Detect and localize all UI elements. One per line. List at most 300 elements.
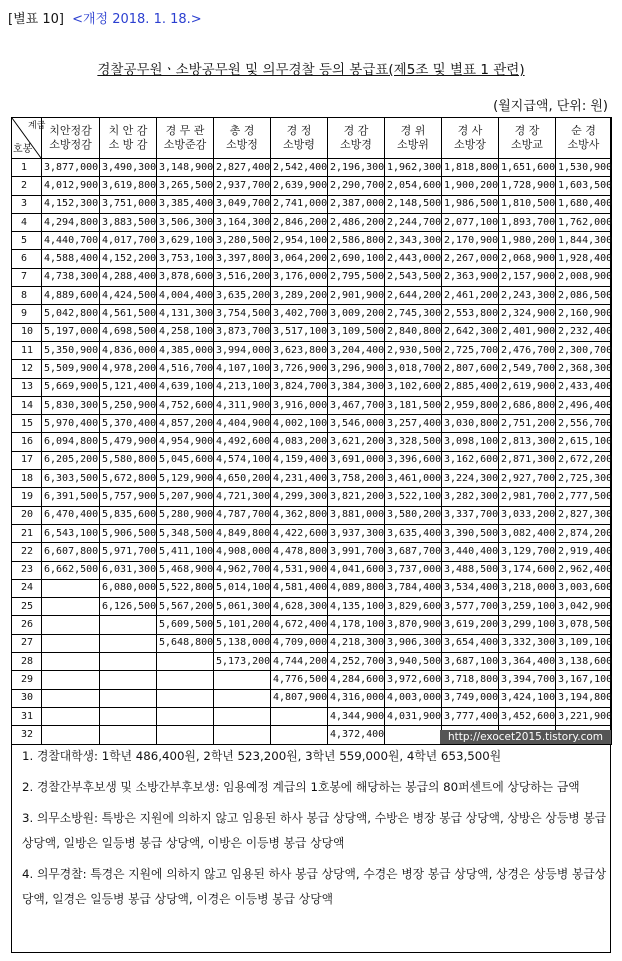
salary-cell: 4,284,600 — [328, 671, 385, 689]
salary-cell: 2,077,100 — [442, 213, 499, 231]
salary-cell: 3,619,800 — [100, 177, 157, 195]
salary-cell: 1,651,600 — [499, 159, 556, 177]
salary-cell: 1,900,200 — [442, 177, 499, 195]
salary-cell: 1,844,300 — [556, 232, 612, 250]
salary-cell: 3,384,300 — [328, 378, 385, 396]
salary-cell: 3,452,600 — [499, 707, 556, 725]
salary-cell: 4,316,000 — [328, 689, 385, 707]
salary-cell: 4,031,900 — [385, 707, 442, 725]
salary-cell: 3,424,100 — [499, 689, 556, 707]
salary-cell: 3,364,400 — [499, 653, 556, 671]
salary-cell: 6,391,500 — [42, 488, 100, 506]
salary-cell: 1,818,800 — [442, 159, 499, 177]
fire-rank-label: 소방정 — [226, 138, 258, 151]
salary-cell: 4,857,200 — [157, 415, 214, 433]
salary-cell: 4,362,800 — [271, 506, 328, 524]
step-cell: 2 — [12, 177, 42, 195]
header-row — [12, 118, 612, 159]
salary-cell: 1,962,300 — [385, 159, 442, 177]
salary-cell: 2,300,700 — [556, 341, 612, 359]
salary-cell: 3,877,000 — [42, 159, 100, 177]
salary-cell: 4,422,600 — [271, 524, 328, 542]
salary-cell: 4,787,700 — [214, 506, 271, 524]
salary-cell: 2,543,500 — [385, 268, 442, 286]
salary-cell: 4,807,900 — [271, 689, 328, 707]
salary-cell: 4,252,700 — [328, 653, 385, 671]
salary-cell: 2,244,700 — [385, 213, 442, 231]
salary-cell: 5,138,000 — [214, 634, 271, 652]
salary-cell: 3,726,900 — [271, 360, 328, 378]
table-title: 경찰공무원ㆍ소방공무원 및 의무경찰 등의 봉급표(제5조 및 별표 1 관련) — [97, 62, 525, 78]
salary-cell: 2,243,300 — [499, 287, 556, 305]
salary-cell — [100, 671, 157, 689]
fire-rank-label: 소방교 — [511, 138, 543, 151]
salary-cell: 2,639,900 — [271, 177, 328, 195]
salary-cell: 6,205,200 — [42, 451, 100, 469]
step-cell: 28 — [12, 653, 42, 671]
salary-cell: 4,836,000 — [100, 341, 157, 359]
step-cell: 23 — [12, 561, 42, 579]
salary-cell: 4,152,200 — [100, 250, 157, 268]
salary-cell: 2,741,000 — [271, 195, 328, 213]
salary-cell: 4,516,700 — [157, 360, 214, 378]
salary-cell: 1,893,700 — [499, 213, 556, 231]
salary-cell: 5,207,900 — [157, 488, 214, 506]
salary-cell: 5,522,800 — [157, 579, 214, 597]
salary-cell: 4,849,800 — [214, 524, 271, 542]
salary-cell: 3,619,200 — [442, 616, 499, 634]
salary-cell: 4,776,500 — [271, 671, 328, 689]
fire-rank-label: 소방정감 — [49, 138, 92, 151]
salary-cell: 6,543,100 — [42, 524, 100, 542]
salary-cell: 5,173,200 — [214, 653, 271, 671]
salary-cell: 1,680,400 — [556, 195, 612, 213]
salary-cell: 4,002,100 — [271, 415, 328, 433]
salary-cell: 4,889,600 — [42, 287, 100, 305]
salary-cell: 3,635,200 — [214, 287, 271, 305]
salary-cell: 2,962,400 — [556, 561, 612, 579]
salary-cell — [42, 726, 100, 744]
document-header — [8, 8, 202, 27]
salary-cell: 2,290,700 — [328, 177, 385, 195]
salary-cell: 3,753,100 — [157, 250, 214, 268]
salary-cell: 2,343,300 — [385, 232, 442, 250]
step-cell: 30 — [12, 689, 42, 707]
salary-cell: 4,478,800 — [271, 543, 328, 561]
salary-cell: 2,927,700 — [499, 470, 556, 488]
salary-cell: 3,129,700 — [499, 543, 556, 561]
salary-cell: 2,148,500 — [385, 195, 442, 213]
column-header — [157, 118, 214, 159]
salary-cell: 5,045,600 — [157, 451, 214, 469]
fire-rank-label: 소방사 — [567, 138, 600, 151]
table-row — [12, 561, 612, 579]
salary-cell: 3,204,400 — [328, 341, 385, 359]
salary-cell: 4,581,400 — [271, 579, 328, 597]
salary-cell: 4,962,700 — [214, 561, 271, 579]
revision-date: <개정 2018. 1. 18.> — [72, 12, 202, 27]
salary-cell: 2,725,700 — [442, 341, 499, 359]
table-row — [12, 177, 612, 195]
salary-cell: 2,433,400 — [556, 378, 612, 396]
salary-cell: 4,709,000 — [271, 634, 328, 652]
salary-cell: 2,690,100 — [328, 250, 385, 268]
salary-cell: 3,516,200 — [214, 268, 271, 286]
salary-cell: 5,101,200 — [214, 616, 271, 634]
salary-cell: 3,394,700 — [499, 671, 556, 689]
salary-cell: 3,003,600 — [556, 579, 612, 597]
salary-cell: 3,109,100 — [556, 634, 612, 652]
salary-cell: 4,159,400 — [271, 451, 328, 469]
salary-cell: 5,509,900 — [42, 360, 100, 378]
salary-cell: 4,003,000 — [385, 689, 442, 707]
salary-cell: 5,971,700 — [100, 543, 157, 561]
salary-cell: 1,728,900 — [499, 177, 556, 195]
salary-cell: 3,737,000 — [385, 561, 442, 579]
salary-cell: 4,299,300 — [271, 488, 328, 506]
salary-cell: 6,126,500 — [100, 598, 157, 616]
salary-cell: 2,542,400 — [271, 159, 328, 177]
salary-cell: 4,218,300 — [328, 634, 385, 652]
salary-cell: 3,049,700 — [214, 195, 271, 213]
fire-rank-label: 소방준감 — [163, 138, 207, 151]
salary-cell: 4,752,600 — [157, 396, 214, 414]
salary-cell: 2,725,300 — [556, 470, 612, 488]
police-rank-label: 순 경 — [571, 124, 596, 137]
salary-cell: 4,288,400 — [100, 268, 157, 286]
salary-cell — [157, 653, 214, 671]
salary-cell: 3,221,900 — [556, 707, 612, 725]
salary-cell: 4,311,900 — [214, 396, 271, 414]
salary-cell: 2,086,500 — [556, 287, 612, 305]
salary-cell: 4,231,400 — [271, 470, 328, 488]
salary-cell: 3,396,600 — [385, 451, 442, 469]
salary-cell: 5,672,800 — [100, 470, 157, 488]
table-row — [12, 213, 612, 231]
salary-cell: 5,411,100 — [157, 543, 214, 561]
salary-cell — [42, 579, 100, 597]
salary-cell: 4,385,000 — [157, 341, 214, 359]
salary-cell — [42, 689, 100, 707]
salary-cell: 3,098,100 — [442, 433, 499, 451]
step-cell: 10 — [12, 323, 42, 341]
salary-cell: 4,004,400 — [157, 287, 214, 305]
salary-cell: 2,586,800 — [328, 232, 385, 250]
salary-cell — [100, 726, 157, 744]
salary-cell: 1,986,500 — [442, 195, 499, 213]
salary-cell: 2,871,300 — [499, 451, 556, 469]
salary-cell — [42, 598, 100, 616]
salary-cell: 4,588,400 — [42, 250, 100, 268]
salary-cell: 3,821,200 — [328, 488, 385, 506]
salary-cell — [157, 689, 214, 707]
salary-cell: 4,083,200 — [271, 433, 328, 451]
salary-cell: 4,440,700 — [42, 232, 100, 250]
table-row — [12, 598, 612, 616]
salary-cell: 5,250,900 — [100, 396, 157, 414]
corner-cell — [12, 118, 46, 159]
salary-cell: 2,068,900 — [499, 250, 556, 268]
police-rank-label: 경 무 관 — [165, 124, 205, 137]
salary-cell: 3,883,500 — [100, 213, 157, 231]
salary-cell: 5,348,500 — [157, 524, 214, 542]
salary-cell: 5,479,900 — [100, 433, 157, 451]
step-cell: 25 — [12, 598, 42, 616]
salary-cell: 4,213,100 — [214, 378, 271, 396]
salary-cell — [100, 634, 157, 652]
salary-cell: 3,030,800 — [442, 415, 499, 433]
salary-cell: 5,580,800 — [100, 451, 157, 469]
salary-cell: 3,461,000 — [385, 470, 442, 488]
salary-cell: 5,121,400 — [100, 378, 157, 396]
salary-cell: 3,167,100 — [556, 671, 612, 689]
column-header — [556, 118, 612, 159]
salary-cell: 3,522,100 — [385, 488, 442, 506]
salary-cell: 4,698,500 — [100, 323, 157, 341]
salary-cell — [100, 689, 157, 707]
salary-cell: 2,054,600 — [385, 177, 442, 195]
table-row — [12, 433, 612, 451]
salary-cell: 2,930,500 — [385, 341, 442, 359]
salary-cell: 3,654,400 — [442, 634, 499, 652]
step-cell: 32 — [12, 726, 42, 744]
salary-cell: 2,874,200 — [556, 524, 612, 542]
salary-cell: 3,784,400 — [385, 579, 442, 597]
table-row — [12, 634, 612, 652]
salary-cell: 5,014,100 — [214, 579, 271, 597]
fire-rank-label: 소방령 — [283, 138, 315, 151]
salary-cell: 4,650,200 — [214, 470, 271, 488]
salary-cell — [42, 616, 100, 634]
salary-cell — [157, 707, 214, 725]
notes-section — [22, 744, 607, 918]
salary-cell: 2,642,300 — [442, 323, 499, 341]
salary-cell: 3,994,000 — [214, 341, 271, 359]
police-rank-label: 경 정 — [286, 124, 312, 137]
step-cell: 18 — [12, 470, 42, 488]
salary-cell: 2,751,200 — [499, 415, 556, 433]
police-rank-label: 경 장 — [514, 124, 540, 137]
salary-cell: 2,745,300 — [385, 305, 442, 323]
salary-cell: 2,827,300 — [556, 506, 612, 524]
salary-cell: 2,401,900 — [499, 323, 556, 341]
step-cell: 5 — [12, 232, 42, 250]
salary-cell — [100, 653, 157, 671]
salary-cell: 2,807,600 — [442, 360, 499, 378]
salary-cell: 2,170,900 — [442, 232, 499, 250]
table-row — [12, 470, 612, 488]
table-row — [12, 305, 612, 323]
table-row — [12, 543, 612, 561]
salary-cell: 3,397,800 — [214, 250, 271, 268]
salary-cell: 4,089,800 — [328, 579, 385, 597]
table-row — [12, 396, 612, 414]
salary-cell: 5,042,800 — [42, 305, 100, 323]
salary-cell: 3,878,600 — [157, 268, 214, 286]
table-row — [12, 232, 612, 250]
salary-cell: 3,082,400 — [499, 524, 556, 542]
step-cell: 6 — [12, 250, 42, 268]
fire-rank-label: 소방위 — [397, 138, 429, 151]
salary-cell: 3,218,000 — [499, 579, 556, 597]
salary-cell: 5,370,400 — [100, 415, 157, 433]
salary-cell: 2,363,900 — [442, 268, 499, 286]
salary-cell: 5,609,500 — [157, 616, 214, 634]
step-cell: 11 — [12, 341, 42, 359]
salary-cell: 2,461,200 — [442, 287, 499, 305]
salary-cell: 1,762,000 — [556, 213, 612, 231]
salary-cell: 4,344,900 — [328, 707, 385, 725]
watermark: http://exocet2015.tistory.com — [440, 730, 611, 744]
salary-cell: 3,299,100 — [499, 616, 556, 634]
table-row — [12, 159, 612, 177]
salary-cell: 4,738,300 — [42, 268, 100, 286]
table-row — [12, 653, 612, 671]
step-cell: 27 — [12, 634, 42, 652]
salary-cell: 4,628,300 — [271, 598, 328, 616]
salary-cell: 3,148,900 — [157, 159, 214, 177]
note-1: 1. 경찰대학생: 1학년 486,400원, 2학년 523,200원, 3학년 559,000원, 4학년 653,500원 — [22, 749, 502, 763]
salary-cell: 3,777,400 — [442, 707, 499, 725]
salary-cell: 2,937,700 — [214, 177, 271, 195]
step-cell: 17 — [12, 451, 42, 469]
salary-cell: 3,328,500 — [385, 433, 442, 451]
note-3: 3. 의무소방원: 특방은 지원에 의하지 않고 임용된 하사 봉급 상당액, 수방은 병장 봉급 상당액, 상방은 상등병 봉급 상당액, 일방은 일등병 봉급 상당액, 이방은 이등병 봉급 상당액 — [22, 811, 607, 850]
salary-cell: 3,224,300 — [442, 470, 499, 488]
salary-cell: 5,970,400 — [42, 415, 100, 433]
salary-cell: 3,829,600 — [385, 598, 442, 616]
salary-table — [11, 117, 612, 745]
step-cell: 19 — [12, 488, 42, 506]
table-row — [12, 250, 612, 268]
salary-cell: 2,160,900 — [556, 305, 612, 323]
salary-cell: 1,980,200 — [499, 232, 556, 250]
salary-cell: 3,972,600 — [385, 671, 442, 689]
salary-cell: 2,795,500 — [328, 268, 385, 286]
salary-cell: 3,517,100 — [271, 323, 328, 341]
fire-rank-label: 소 방 감 — [108, 138, 148, 151]
salary-cell: 3,916,000 — [271, 396, 328, 414]
salary-cell: 3,881,000 — [328, 506, 385, 524]
step-cell: 24 — [12, 579, 42, 597]
salary-cell: 6,662,500 — [42, 561, 100, 579]
salary-cell: 3,009,200 — [328, 305, 385, 323]
salary-cell: 2,919,400 — [556, 543, 612, 561]
table-row — [12, 689, 612, 707]
salary-cell: 1,603,500 — [556, 177, 612, 195]
salary-cell: 3,332,300 — [499, 634, 556, 652]
salary-cell: 2,777,500 — [556, 488, 612, 506]
salary-cell — [100, 616, 157, 634]
salary-cell: 3,488,500 — [442, 561, 499, 579]
salary-cell — [214, 689, 271, 707]
salary-cell: 4,672,400 — [271, 616, 328, 634]
salary-cell: 3,629,100 — [157, 232, 214, 250]
step-cell: 12 — [12, 360, 42, 378]
salary-cell: 2,885,400 — [442, 378, 499, 396]
salary-cell — [42, 671, 100, 689]
salary-cell: 3,265,500 — [157, 177, 214, 195]
step-cell: 13 — [12, 378, 42, 396]
salary-cell: 3,824,700 — [271, 378, 328, 396]
salary-cell — [271, 726, 328, 744]
column-header — [214, 118, 271, 159]
annex-label: [별표 10] — [8, 12, 64, 27]
salary-cell: 5,280,900 — [157, 506, 214, 524]
step-cell: 21 — [12, 524, 42, 542]
column-header — [42, 118, 100, 159]
column-header — [328, 118, 385, 159]
salary-cell: 3,296,900 — [328, 360, 385, 378]
salary-cell: 3,577,700 — [442, 598, 499, 616]
table-row — [12, 195, 612, 213]
salary-cell: 3,385,400 — [157, 195, 214, 213]
salary-cell: 3,758,200 — [328, 470, 385, 488]
salary-cell: 2,954,100 — [271, 232, 328, 250]
salary-cell: 2,686,800 — [499, 396, 556, 414]
police-rank-label: 치안정감 — [49, 124, 92, 137]
salary-cell: 3,940,500 — [385, 653, 442, 671]
salary-cell: 6,094,800 — [42, 433, 100, 451]
table-row — [12, 524, 612, 542]
rank-corner-label: 계급 — [28, 121, 46, 131]
table-row — [12, 341, 612, 359]
salary-cell: 4,041,600 — [328, 561, 385, 579]
salary-cell: 4,954,900 — [157, 433, 214, 451]
police-rank-label: 총 경 — [229, 124, 255, 137]
salary-cell: 3,064,200 — [271, 250, 328, 268]
salary-cell: 3,337,700 — [442, 506, 499, 524]
salary-cell: 2,846,200 — [271, 213, 328, 231]
table-row — [12, 268, 612, 286]
salary-cell: 2,443,000 — [385, 250, 442, 268]
salary-cell: 2,901,900 — [328, 287, 385, 305]
table-row — [12, 579, 612, 597]
police-rank-label: 경 위 — [400, 124, 426, 137]
salary-cell: 3,102,600 — [385, 378, 442, 396]
salary-cell: 3,042,900 — [556, 598, 612, 616]
salary-cell: 3,534,400 — [442, 579, 499, 597]
salary-cell: 2,615,100 — [556, 433, 612, 451]
table-body — [12, 159, 612, 745]
salary-cell: 3,402,700 — [271, 305, 328, 323]
salary-cell: 6,303,500 — [42, 470, 100, 488]
salary-cell: 3,751,000 — [100, 195, 157, 213]
salary-cell: 2,553,800 — [442, 305, 499, 323]
column-header — [271, 118, 328, 159]
salary-cell: 3,289,200 — [271, 287, 328, 305]
salary-cell: 2,672,200 — [556, 451, 612, 469]
salary-cell: 5,906,500 — [100, 524, 157, 542]
salary-cell: 4,107,100 — [214, 360, 271, 378]
salary-cell: 5,061,300 — [214, 598, 271, 616]
salary-cell: 3,174,600 — [499, 561, 556, 579]
salary-cell: 4,294,800 — [42, 213, 100, 231]
salary-cell: 6,607,800 — [42, 543, 100, 561]
salary-cell: 2,324,900 — [499, 305, 556, 323]
salary-cell: 2,486,200 — [328, 213, 385, 231]
salary-cell: 4,152,300 — [42, 195, 100, 213]
salary-cell: 4,404,900 — [214, 415, 271, 433]
salary-cell: 1,810,500 — [499, 195, 556, 213]
table-row — [12, 451, 612, 469]
salary-cell: 4,978,200 — [100, 360, 157, 378]
column-header — [385, 118, 442, 159]
salary-cell: 3,282,300 — [442, 488, 499, 506]
step-cell: 9 — [12, 305, 42, 323]
salary-cell: 3,164,300 — [214, 213, 271, 231]
step-cell: 14 — [12, 396, 42, 414]
